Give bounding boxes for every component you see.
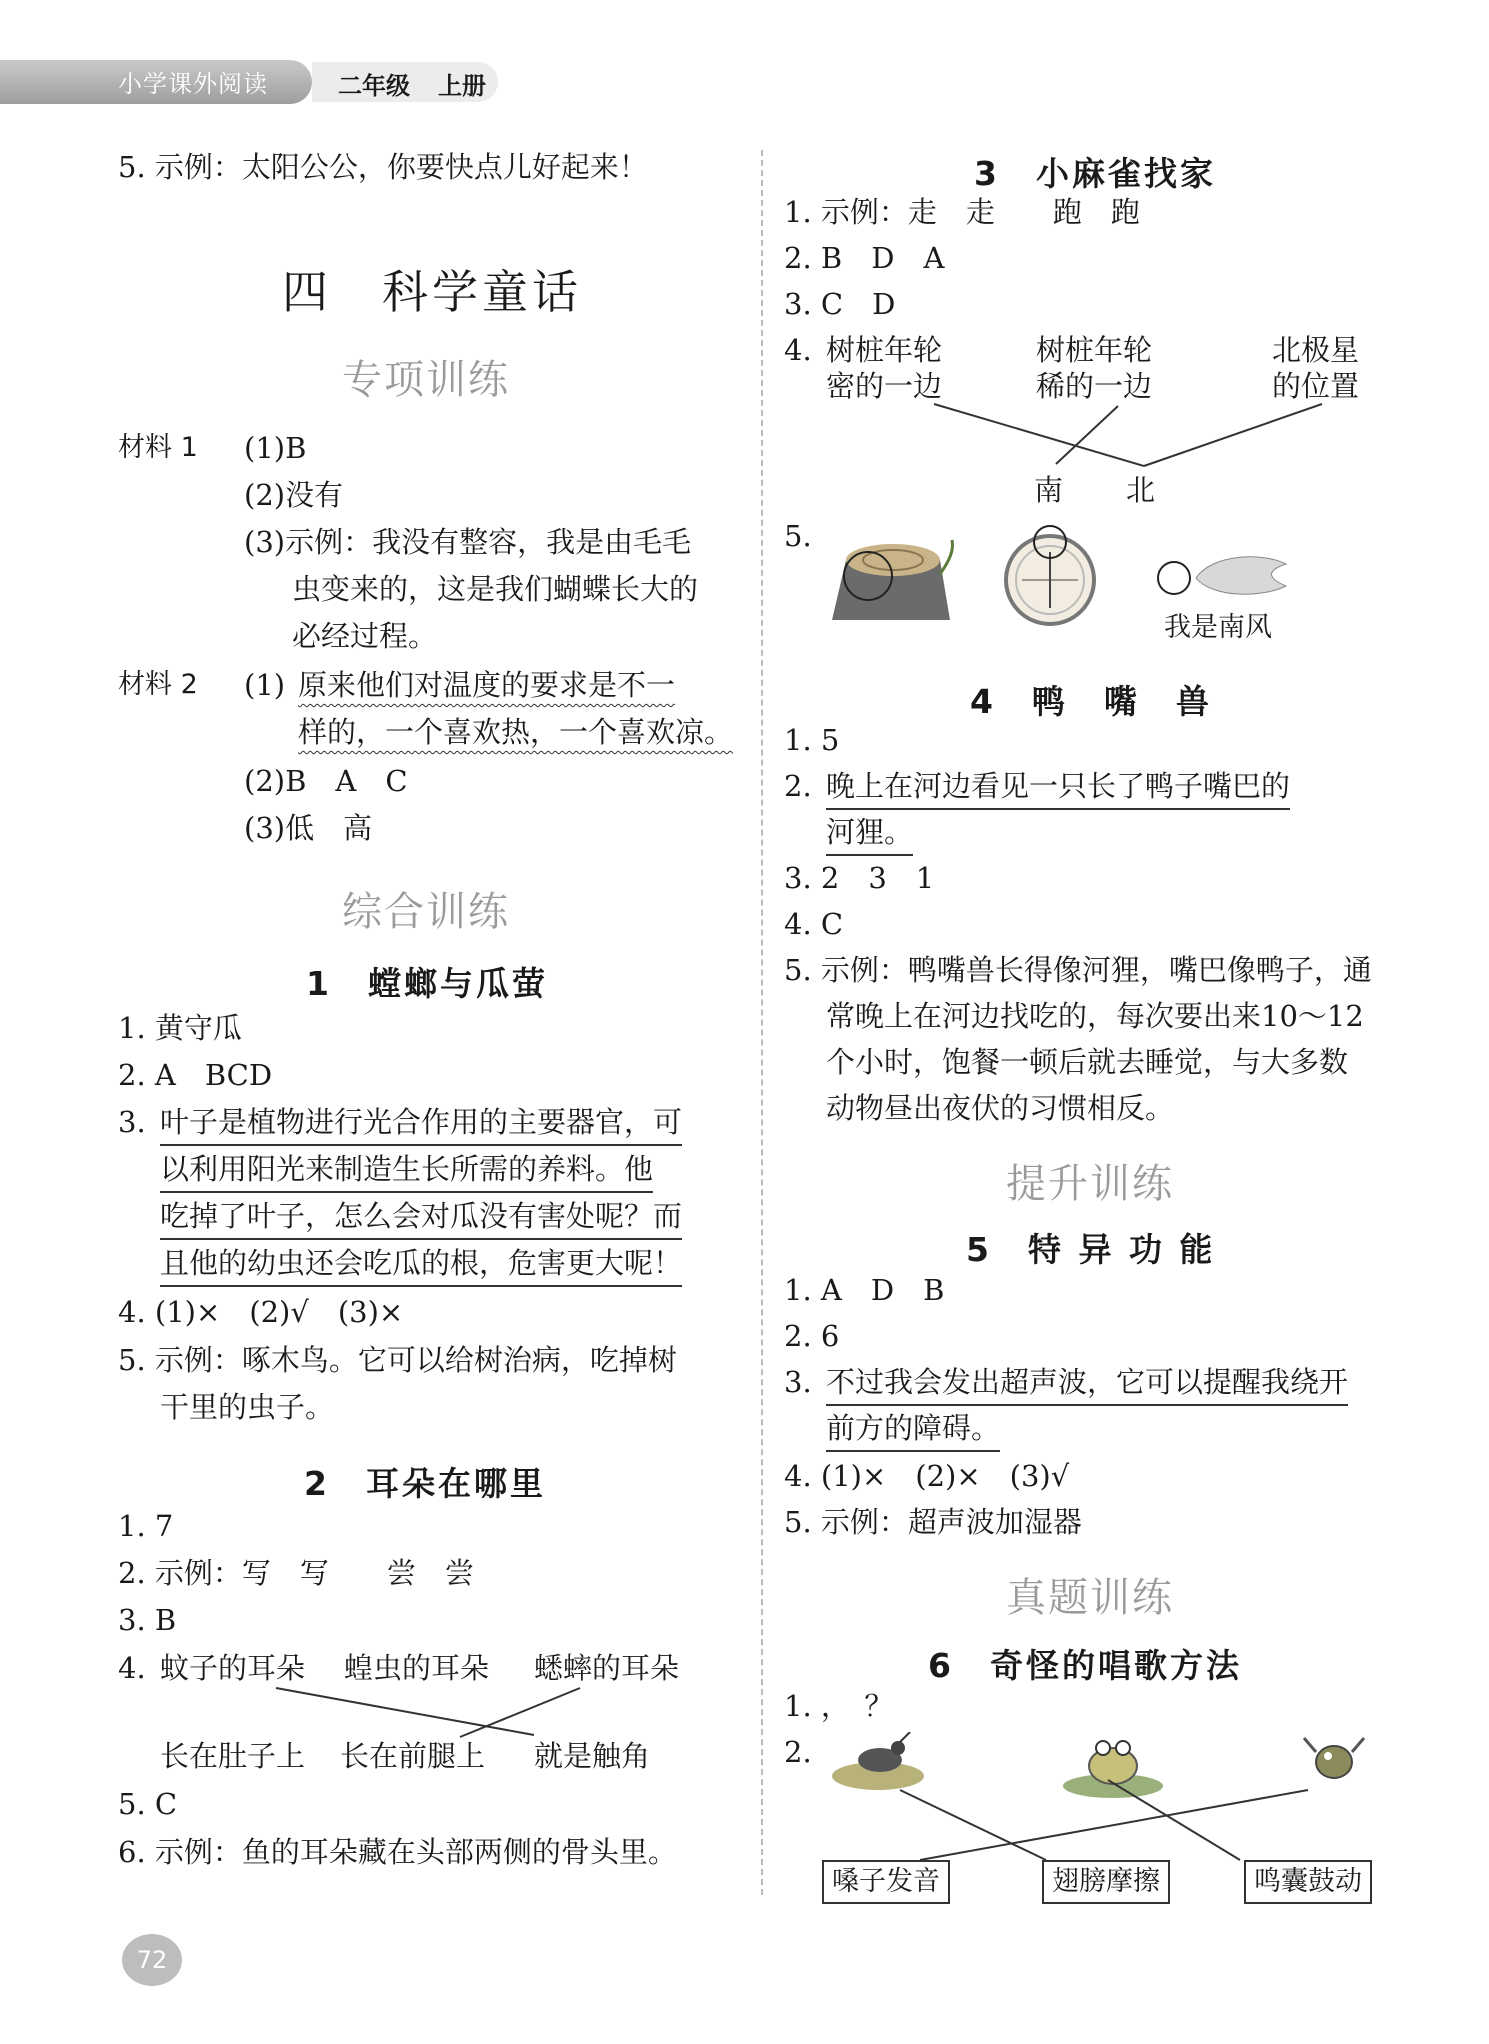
header-series: 小学课外阅读 xyxy=(118,70,268,98)
underlined-answer: 以利用阳光来制造生长所需的养料。他 xyxy=(160,1149,653,1193)
answer-line: 动物昼出夜伏的习惯相反。 xyxy=(826,1091,1175,1125)
answer-line: 5. xyxy=(784,519,812,553)
match-top: 蚊子的耳朵 xyxy=(160,1651,306,1685)
lesson-title: 4 鸭 嘴 兽 xyxy=(970,682,1212,721)
answer-line: 3. xyxy=(784,1365,812,1399)
underlined-answer: 不过我会发出超声波，它可以提醒我绕开 xyxy=(826,1362,1348,1406)
underlined-answer: 河狸。 xyxy=(826,812,913,856)
answer-line: 3. C D xyxy=(784,287,896,321)
answer-line: (2)B A C xyxy=(244,764,408,798)
answer-line: 1. 5 xyxy=(784,723,840,757)
match-top: 蝗虫的耳朵 xyxy=(344,1651,490,1685)
match-top: 蟋蟀的耳朵 xyxy=(534,1651,680,1685)
section-heading: 专项训练 xyxy=(342,357,510,403)
underlined-answer: 晚上在河边看见一只长了鸭子嘴巴的 xyxy=(826,766,1290,810)
match-bottom: 北 xyxy=(1126,473,1156,507)
section-heading: 真题训练 xyxy=(1006,1575,1174,1621)
match-box: 翅膀摩擦 xyxy=(1042,1860,1170,1904)
answer-line: (3)低 高 xyxy=(244,811,373,845)
match-top: 北极星 xyxy=(1272,333,1360,367)
wavy-answer: 样的，一个喜欢热，一个喜欢凉。 xyxy=(298,715,734,749)
wavy-answer: 原来他们对温度的要求是不一 xyxy=(298,668,676,702)
lesson-title: 1 螳螂与瓜萤 xyxy=(306,964,548,1003)
answer-line: 1. 7 xyxy=(118,1509,174,1543)
match-box: 嗓子发音 xyxy=(822,1860,950,1904)
section-heading: 提升训练 xyxy=(1006,1161,1174,1207)
unit-title: 四 科学童话 xyxy=(282,265,582,319)
answer-line: 2. 6 xyxy=(784,1319,840,1353)
answer-line: 1. A D B xyxy=(784,1273,945,1307)
answer-line: 5. C xyxy=(118,1787,178,1821)
answer-line: 5. 示例：太阳公公，你要快点儿好起来！ xyxy=(118,150,648,184)
answer-line: 2. xyxy=(784,1735,812,1769)
match-box: 鸣囊鼓动 xyxy=(1244,1860,1372,1904)
answer-line: 3. xyxy=(118,1105,146,1139)
answer-line: 必经过程。 xyxy=(292,619,438,653)
match-top: 的位置 xyxy=(1272,369,1360,403)
answer-line: 2. B D A xyxy=(784,241,945,275)
answer-line: (2)没有 xyxy=(244,478,344,512)
match-bottom: 南 xyxy=(1034,473,1064,507)
match-bottom: 长在肚子上 xyxy=(160,1739,306,1773)
section-heading: 综合训练 xyxy=(342,889,510,935)
header-grade: 二年级 xyxy=(338,72,410,100)
material-label: 材料 2 xyxy=(118,669,198,700)
answer-line: (3)示例：我没有整容，我是由毛毛 xyxy=(244,525,692,559)
lesson-title: 3 小麻雀找家 xyxy=(974,154,1216,193)
lesson-title: 5 特 异 功 能 xyxy=(966,1230,1216,1269)
answer-line: 2. xyxy=(784,769,812,803)
underlined-answer: 吃掉了叶子，怎么会对瓜没有害处呢？而 xyxy=(160,1196,682,1240)
underlined-answer: 且他的幼虫还会吃瓜的根，危害更大呢！ xyxy=(160,1243,682,1287)
lesson-title: 6 奇怪的唱歌方法 xyxy=(928,1646,1242,1685)
answer-line: 3. B xyxy=(118,1603,177,1637)
answer-line: 常晚上在河边找吃的，每次要出来10～12 xyxy=(826,999,1364,1033)
answer-line: 4. (1)× (2)× (3)√ xyxy=(784,1459,1070,1493)
answer-line: 1. ， ？ xyxy=(784,1689,894,1723)
header-volume: 上册 xyxy=(438,72,486,100)
match-bottom: 长在前腿上 xyxy=(340,1739,486,1773)
answer-line: (1) xyxy=(244,668,286,702)
match-bottom: 就是触角 xyxy=(534,1739,651,1773)
answer-line: 2. A BCD xyxy=(118,1058,273,1092)
answer-line: 4. (1)× (2)√ (3)× xyxy=(118,1295,404,1329)
answer-line: 干里的虫子。 xyxy=(160,1390,335,1424)
match-top: 树桩年轮 xyxy=(1036,333,1153,367)
answer-line: 个小时，饱餐一顿后就去睡觉，与大多数 xyxy=(826,1045,1349,1079)
answer-line: 5. 示例：鸭嘴兽长得像河狸，嘴巴像鸭子，通 xyxy=(784,953,1372,987)
match-top: 稀的一边 xyxy=(1036,369,1153,403)
answer-line: 6. 示例：鱼的耳朵藏在头部两侧的骨头里。 xyxy=(118,1835,677,1869)
answer-line: 1. 示例：走 走 跑 跑 xyxy=(784,195,1140,229)
lesson-title: 2 耳朵在哪里 xyxy=(304,1464,546,1503)
answer-line: 1. 黄守瓜 xyxy=(118,1011,242,1045)
match-top: 密的一边 xyxy=(826,369,943,403)
answer-line: 5. 示例：超声波加湿器 xyxy=(784,1505,1082,1539)
material-label: 材料 1 xyxy=(118,432,198,463)
answer-line: 4. xyxy=(118,1651,146,1685)
answer-line: 2. 示例：写 写 尝 尝 xyxy=(118,1556,474,1590)
answer-line: 虫变来的，这是我们蝴蝶长大的 xyxy=(292,572,699,606)
answer-line: 4. C xyxy=(784,907,844,941)
underlined-answer: 叶子是植物进行光合作用的主要器官，可 xyxy=(160,1102,682,1146)
answer-line: (1)B xyxy=(244,431,307,465)
underlined-answer: 前方的障碍。 xyxy=(826,1408,1000,1452)
illustration-caption: 我是南风 xyxy=(1164,612,1272,643)
match-top: 树桩年轮 xyxy=(826,333,943,367)
answer-line: 4. xyxy=(784,333,812,367)
answer-line: 5. 示例：啄木鸟。它可以给树治病，吃掉树 xyxy=(118,1343,677,1377)
page-number: 72 xyxy=(136,1946,168,1974)
answer-line: 3. 2 3 1 xyxy=(784,861,935,895)
